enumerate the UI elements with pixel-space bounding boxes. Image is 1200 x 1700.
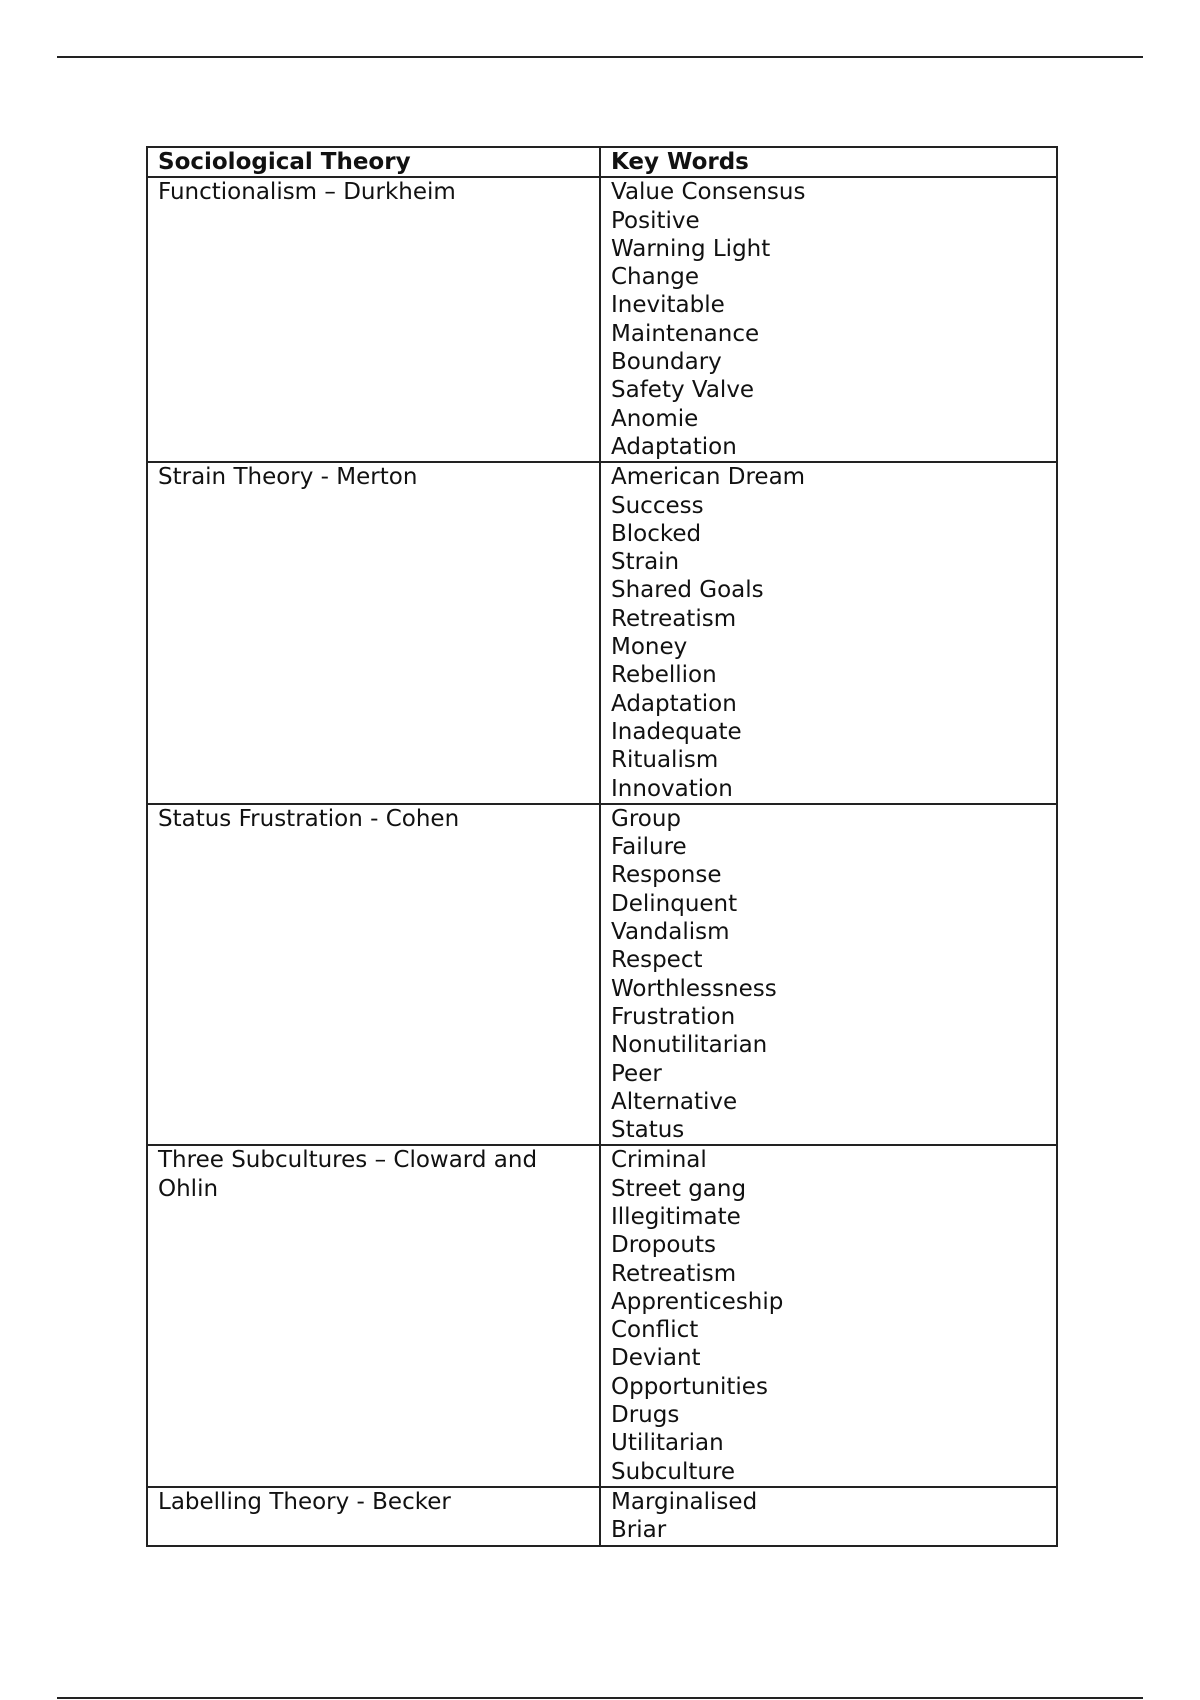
keyword: Maintenance [611, 320, 760, 347]
keyword: Dropouts [611, 1232, 716, 1259]
keyword: Innovation [611, 775, 733, 802]
table-row [147, 177, 1057, 462]
keyword: Peer [611, 1060, 662, 1087]
keyword: Retreatism [611, 605, 737, 632]
keyword: Respect [611, 947, 703, 974]
keyword: Shared Goals [611, 577, 764, 604]
keyword: Safety Valve [611, 377, 755, 404]
keyword: Warning Light [611, 235, 771, 262]
keyword: Positive [611, 207, 700, 234]
footer-rule [57, 1697, 1143, 1699]
keyword: Money [611, 634, 688, 661]
keyword: Group [611, 805, 682, 832]
keyword: Success [611, 492, 704, 519]
table-row [147, 804, 1057, 1146]
table-row [147, 1145, 1057, 1487]
keyword: Briar [611, 1517, 667, 1544]
keywords-cell [600, 1145, 1057, 1487]
keyword: Conflict [611, 1317, 699, 1344]
keyword: Utilitarian [611, 1430, 724, 1457]
keyword: Subculture [611, 1458, 736, 1485]
keyword: Status [611, 1117, 685, 1144]
keyword: Ritualism [611, 747, 719, 774]
header-rule [57, 56, 1143, 58]
keyword: Delinquent [611, 890, 738, 917]
keywords-cell [600, 177, 1057, 462]
keyword: Rebellion [611, 662, 717, 689]
keyword: Adaptation [611, 690, 737, 717]
keyword: Inevitable [611, 292, 725, 319]
keyword: Drugs [611, 1402, 680, 1429]
keyword: Nonutilitarian [611, 1032, 768, 1059]
theory-keywords-table [146, 146, 1058, 1547]
table-row [147, 462, 1057, 804]
table-body [147, 177, 1057, 1545]
theory-cell: Labelling Theory - Becker [147, 1487, 600, 1546]
keyword: Value Consensus [611, 179, 806, 206]
keyword: Blocked [611, 520, 702, 547]
keyword: Worthlessness [611, 975, 777, 1002]
keywords-cell [600, 462, 1057, 804]
header-key-words: Key Words [600, 147, 1057, 177]
keyword: Marginalised [611, 1488, 758, 1515]
theory-cell: Functionalism – Durkheim [147, 177, 600, 462]
theory-cell: Strain Theory - Merton [147, 462, 600, 804]
keyword: Adaptation [611, 433, 737, 460]
keyword: Street gang [611, 1175, 747, 1202]
keyword: Retreatism [611, 1260, 737, 1287]
keywords-cell [600, 1487, 1057, 1546]
theory-cell: Status Frustration - Cohen [147, 804, 600, 1146]
keyword: Vandalism [611, 919, 730, 946]
table-row [147, 1487, 1057, 1546]
keyword: Response [611, 862, 722, 889]
keyword: Strain [611, 549, 680, 576]
keyword: Illegitimate [611, 1203, 741, 1230]
keyword: Inadequate [611, 718, 742, 745]
keyword: Anomie [611, 405, 699, 432]
keyword: American Dream [611, 464, 806, 491]
header-sociological-theory: Sociological Theory [147, 147, 600, 177]
keyword: Apprenticeship [611, 1288, 784, 1315]
table-header-row [147, 147, 1057, 177]
keyword: Frustration [611, 1003, 736, 1030]
keyword: Deviant [611, 1345, 701, 1372]
keyword: Opportunities [611, 1373, 768, 1400]
theory-cell: Three Subcultures – Cloward and Ohlin [147, 1145, 600, 1487]
keyword: Boundary [611, 349, 722, 376]
keyword: Change [611, 264, 700, 291]
keyword: Criminal [611, 1147, 707, 1174]
keywords-cell [600, 804, 1057, 1146]
keyword: Alternative [611, 1088, 738, 1115]
keyword: Failure [611, 834, 687, 861]
